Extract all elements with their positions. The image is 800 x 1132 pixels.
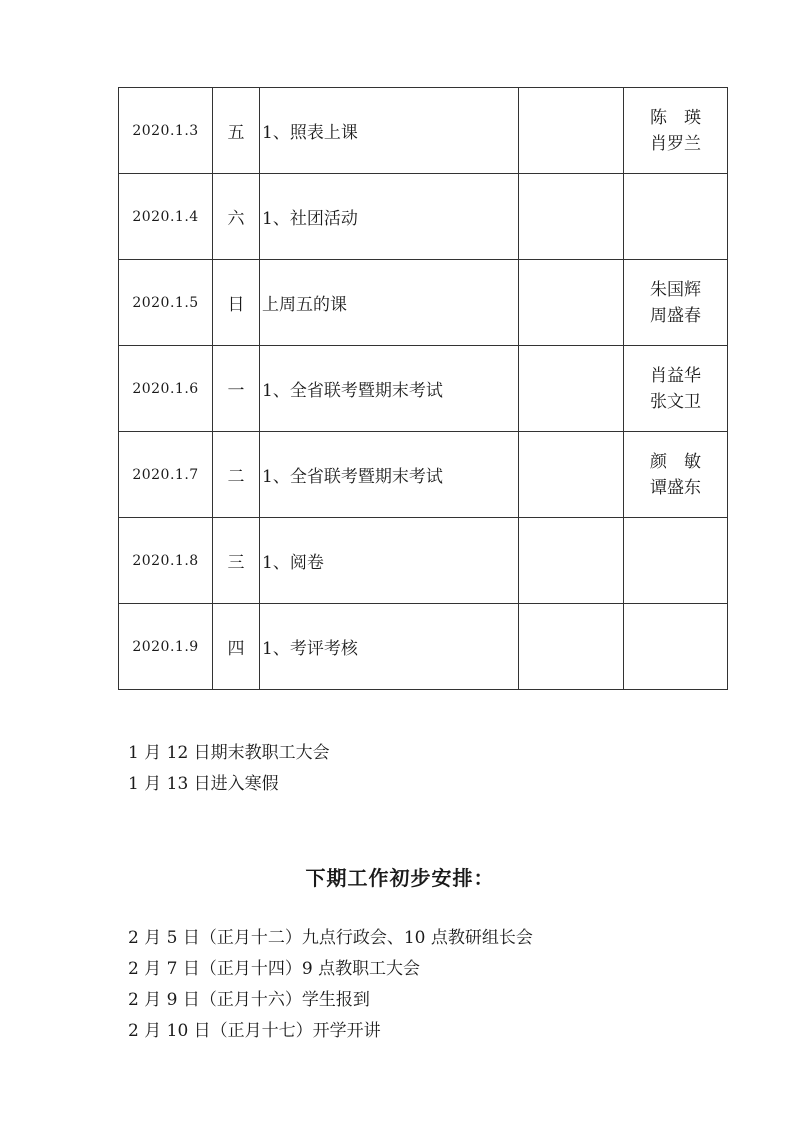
activity-cell: 1、全省联考暨期末考试: [260, 432, 519, 518]
weekday-cell: 日: [213, 260, 260, 346]
duty-name: 肖益华: [650, 365, 701, 386]
schedule-row: [119, 260, 728, 346]
date-cell: 2020.1.5: [119, 260, 213, 346]
date-cell: 2020.1.7: [119, 432, 213, 518]
blank-cell: [519, 260, 624, 346]
duty-cell: [624, 174, 728, 260]
weekday-cell: 三: [213, 518, 260, 604]
duty-cell: [624, 88, 728, 174]
weekday-cell: 一: [213, 346, 260, 432]
date-cell: 2020.1.8: [119, 518, 213, 604]
date-cell: 2020.1.3: [119, 88, 213, 174]
activity-cell: 1、全省联考暨期末考试: [260, 346, 519, 432]
plan-item: 2 月 5 日（正月十二）九点行政会、10 点教研组长会: [128, 928, 533, 948]
notes: [128, 738, 330, 800]
weekday-cell: 四: [213, 604, 260, 690]
duty-name: 陈 瑛: [650, 107, 701, 128]
blank-cell: [519, 174, 624, 260]
activity-cell: 1、考评考核: [260, 604, 519, 690]
weekday-cell: 二: [213, 432, 260, 518]
blank-cell: [519, 88, 624, 174]
duty-name: 朱国辉: [650, 279, 701, 300]
schedule-table: [118, 87, 728, 690]
activity-cell: 1、社团活动: [260, 174, 519, 260]
schedule-row: [119, 174, 728, 260]
activity-cell: 上周五的课: [260, 260, 519, 346]
weekday-cell: 六: [213, 174, 260, 260]
note-line: 1 月 13 日进入寒假: [128, 774, 279, 794]
next-term-list: [128, 923, 533, 1047]
plan-item: 2 月 9 日（正月十六）学生报到: [128, 990, 370, 1010]
weekday-cell: 五: [213, 88, 260, 174]
duty-name: 张文卫: [650, 391, 701, 412]
duty-cell: [624, 432, 728, 518]
date-cell: 2020.1.4: [119, 174, 213, 260]
schedule-row: [119, 518, 728, 604]
plan-item: 2 月 10 日（正月十七）开学开讲: [128, 1021, 381, 1041]
note-line: 1 月 12 日期末教职工大会: [128, 743, 330, 763]
schedule-row: [119, 88, 728, 174]
duty-cell: [624, 346, 728, 432]
duty-name: 周盛春: [650, 305, 701, 326]
date-cell: 2020.1.9: [119, 604, 213, 690]
schedule-row: [119, 432, 728, 518]
duty-name: 颜 敏: [650, 451, 701, 472]
schedule-row: [119, 346, 728, 432]
date-cell: 2020.1.6: [119, 346, 213, 432]
plan-item: 2 月 7 日（正月十四）9 点教职工大会: [128, 959, 421, 979]
blank-cell: [519, 432, 624, 518]
blank-cell: [519, 346, 624, 432]
duty-name: 肖罗兰: [650, 133, 701, 154]
duty-cell: [624, 518, 728, 604]
blank-cell: [519, 604, 624, 690]
duty-cell: [624, 604, 728, 690]
activity-cell: 1、照表上课: [260, 88, 519, 174]
activity-cell: 1、阅卷: [260, 518, 519, 604]
duty-name: 谭盛东: [650, 477, 701, 498]
next-term-title: 下期工作初步安排：: [305, 866, 495, 890]
schedule-row: [119, 604, 728, 690]
duty-cell: [624, 260, 728, 346]
blank-cell: [519, 518, 624, 604]
